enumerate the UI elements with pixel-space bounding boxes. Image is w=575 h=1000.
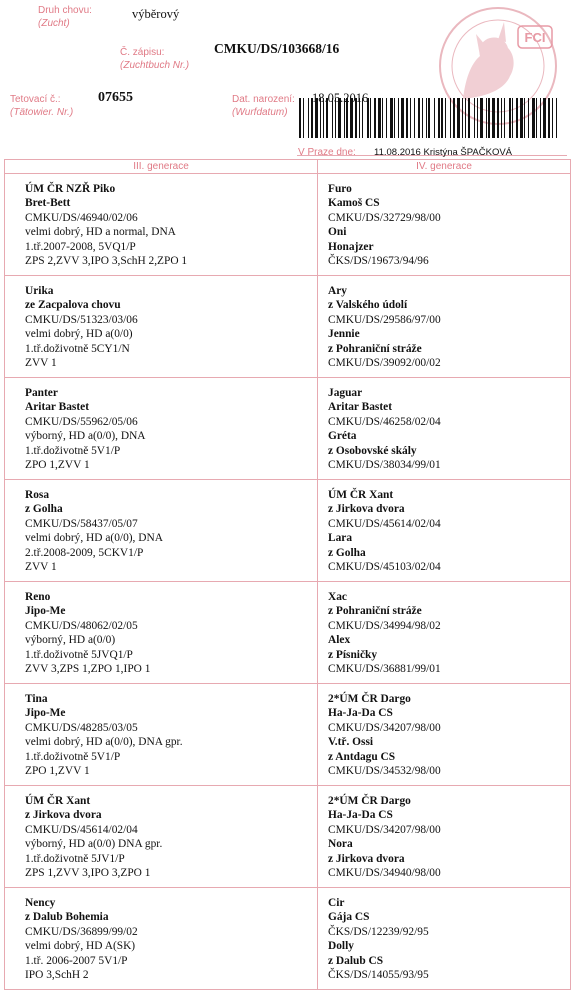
barcode-bar <box>532 98 535 138</box>
gen3-ancestor-line: velmi dobrý, HD a(0/0), DNA <box>25 532 163 545</box>
gen3-ancestor-line: 1.tř. 2006-2007 5V1/P <box>25 954 128 967</box>
gen4-ancestors-line: Lara <box>328 532 353 545</box>
gen3-ancestor-cell <box>5 888 318 990</box>
gen4-ancestors-line: 2*ÚM ČR Dargo <box>328 795 411 807</box>
birth-date-label: Dat. narození: (Wurfdatum) <box>232 94 295 118</box>
gen4-ancestors-line: CMKU/DS/39092/00/02 <box>328 357 441 370</box>
pedigree-row <box>5 786 571 888</box>
gen3-ancestor-line: 1.tř.doživotně 5JVQ1/P <box>25 648 133 661</box>
barcode-bar <box>394 98 395 138</box>
barcode-bar <box>468 98 470 138</box>
gen4-ancestors-line: z Valského údolí <box>328 299 408 312</box>
gen4-ancestors-line: Alex <box>328 634 351 647</box>
gen3-ancestor-line: Bret-Bett <box>25 197 71 210</box>
gen4-ancestors-line: Jennie <box>328 328 360 341</box>
place-date-label: V Praze dne: <box>298 147 356 158</box>
barcode-bar <box>398 98 399 138</box>
gen4-ancestors-line: Cir <box>328 897 345 909</box>
barcode-bar <box>320 98 321 138</box>
registration-number: CMKU/DS/103668/16 <box>214 41 340 56</box>
gen3-ancestor-line: Reno <box>25 591 51 603</box>
gen3-ancestor-line: velmi dobrý, HD a normal, DNA <box>25 226 176 239</box>
registration-label: Č. zápisu: (Zuchtbuch Nr.) <box>120 47 190 71</box>
pedigree-row <box>5 378 571 480</box>
gen4-ancestors-line: Jaguar <box>328 387 363 399</box>
barcode-bar <box>367 98 369 138</box>
gen4-ancestors-line: Aritar Bastet <box>328 401 392 414</box>
gen4-ancestors-line: ČKS/DS/19673/94/96 <box>328 255 429 268</box>
barcode-bar <box>492 98 495 138</box>
pedigree-row <box>5 480 571 582</box>
gen4-ancestors-cell <box>318 684 571 786</box>
gen4-ancestors-line: z Jirkova dvora <box>328 852 405 865</box>
gen3-ancestor-line: ÚM ČR Xant <box>25 795 91 807</box>
gen4-ancestors-line: Ary <box>328 285 347 297</box>
gen4-ancestors-cell <box>318 480 571 582</box>
gen3-ancestor-line: CMKU/DS/48285/03/05 <box>25 721 138 734</box>
gen4-ancestors-line: CMKU/DS/38034/99/01 <box>328 459 441 472</box>
gen3-ancestor-line: CMKU/DS/46940/02/06 <box>25 211 138 224</box>
gen3-ancestor-line: ZPO 1,ZVV 1 <box>25 765 90 778</box>
gen3-ancestor-line: Aritar Bastet <box>25 401 89 414</box>
barcode-bar <box>299 98 301 138</box>
gen4-ancestors-line: CMKU/DS/34994/98/02 <box>328 619 441 632</box>
gen4-ancestors-line: z Pohraniční stráže <box>328 605 422 618</box>
breed-label: Druh chovu: (Zucht) <box>38 5 92 29</box>
barcode-bar <box>438 98 440 138</box>
gen4-ancestors-line: ÚM ČR Xant <box>328 489 394 501</box>
gen4-ancestors-cell <box>318 582 571 684</box>
gen4-ancestors-line: Ha-Ja-Da CS <box>328 809 393 822</box>
pedigree-row <box>5 582 571 684</box>
tattoo-label: Tetovací č.: (Tätowier. Nr.) <box>10 94 74 118</box>
gen3-ancestor-line: ZPS 1,ZVV 3,IPO 3,ZPO 1 <box>25 867 151 880</box>
barcode-bar <box>344 98 345 138</box>
barcode-bar <box>386 98 387 138</box>
gen3-ancestor-line: z Jirkova dvora <box>25 809 102 822</box>
gen4-ancestors-line: Dolly <box>328 940 354 953</box>
gen4-ancestors-line: CMKU/DS/34207/98/00 <box>328 823 441 836</box>
barcode-bar <box>359 98 360 138</box>
gen3-ancestor-cell <box>5 786 318 888</box>
gen4-ancestors-line: CMKU/DS/36881/99/01 <box>328 663 441 676</box>
place-date-value: 11.08.2016 Kristýna ŠPAČKOVÁ <box>374 147 513 158</box>
gen3-ancestor-line: 1.tř.doživotně 5JV1/P <box>25 852 125 865</box>
barcode-bar <box>457 98 460 138</box>
barcode-bar <box>426 98 427 138</box>
pedigree-row <box>5 684 571 786</box>
gen3-ancestor-line: velmi dobrý, HD a(0/0), DNA gpr. <box>25 736 183 749</box>
barcode-bar <box>524 98 525 138</box>
gen4-ancestors-line: CMKU/DS/45614/02/04 <box>328 517 441 530</box>
barcode-bar <box>378 98 381 138</box>
barcode-bar <box>338 98 341 138</box>
gen3-ancestor-line: CMKU/DS/36899/99/02 <box>25 925 138 938</box>
gen3-ancestor-line: Tina <box>25 693 48 705</box>
barcode-bar <box>509 98 511 138</box>
gen3-ancestor-line: ZVV 3,ZPS 1,ZPO 1,IPO 1 <box>25 663 151 676</box>
gen3-ancestor-line: Urika <box>25 285 54 297</box>
gen3-ancestor-line: výborný, HD a(0/0) <box>25 634 116 647</box>
barcode-bar <box>414 98 415 138</box>
barcode-bar <box>303 98 304 138</box>
gen4-ancestors-line: Nora <box>328 838 353 851</box>
barcode-bar <box>428 98 430 138</box>
barcode-bar <box>497 98 499 138</box>
pedigree-row <box>5 276 571 378</box>
gen4-ancestors-line: CMKU/DS/32729/98/00 <box>328 211 441 224</box>
gen3-ancestor-line: 1.tř.2007-2008, 5VQ1/P <box>25 240 136 253</box>
barcode-bar <box>323 98 324 138</box>
barcode-bar <box>536 98 537 138</box>
gen3-ancestor-line: 1.tř.doživotně 5CY1/N <box>25 342 130 355</box>
gen4-ancestors-cell <box>318 378 571 480</box>
barcode-bar <box>370 98 371 138</box>
gen4-ancestors-cell <box>318 276 571 378</box>
gen4-ancestors-line: CMKU/DS/34940/98/00 <box>328 867 441 880</box>
gen4-ancestors-line: Ha-Ja-Da CS <box>328 707 393 720</box>
gen4-ancestors-cell <box>318 174 571 276</box>
tattoo-number: 07655 <box>98 90 133 105</box>
barcode-bar <box>441 98 443 138</box>
gen3-ancestor-line: z Dalub Bohemia <box>25 911 109 924</box>
gen3-ancestor-cell <box>5 684 318 786</box>
gen3-ancestor-line: CMKU/DS/45614/02/04 <box>25 823 138 836</box>
gen3-ancestor-line: Rosa <box>25 489 50 501</box>
gen3-ancestor-cell <box>5 582 318 684</box>
gen3-ancestor-line: 2.tř.2008-2009, 5CKV1/P <box>25 546 144 559</box>
gen3-ancestor-line: CMKU/DS/51323/03/06 <box>25 313 138 326</box>
gen3-ancestor-line: ze Zacpalova chovu <box>25 299 121 312</box>
barcode-bar <box>543 98 546 138</box>
barcode-bar <box>418 98 420 138</box>
barcode-bar <box>548 98 550 138</box>
pedigree-row <box>5 888 571 990</box>
barcode-bar <box>332 98 333 138</box>
barcode-bar <box>520 98 523 138</box>
barcode-bar <box>516 98 518 138</box>
barcode-bar <box>382 98 383 138</box>
gen3-ancestor-line: ZPS 2,ZVV 3,IPO 3,SchH 2,ZPO 1 <box>25 255 188 268</box>
gen4-ancestors-line: z Osobovské skály <box>328 444 417 457</box>
gen4-ancestors-line: z Písničky <box>328 648 378 661</box>
gen3-ancestor-line: CMKU/DS/55962/05/06 <box>25 415 138 428</box>
gen4-ancestors-line: Gája CS <box>328 911 370 924</box>
gen4-ancestors-line: z Dalub CS <box>328 954 384 967</box>
barcode-bar <box>462 98 463 138</box>
gen3-ancestor-cell <box>5 378 318 480</box>
pedigree-table <box>4 159 571 990</box>
generation-3-header: III. generace <box>5 160 318 174</box>
barcode-bar <box>512 98 513 138</box>
barcode-bar <box>308 98 309 138</box>
gen3-ancestor-line: Panter <box>25 387 58 399</box>
gen3-ancestor-line: ZVV 1 <box>25 357 57 370</box>
gen3-ancestor-cell <box>5 276 318 378</box>
gen4-ancestors-line: z Pohraniční stráže <box>328 342 422 355</box>
gen4-ancestors-line: z Jirkova dvora <box>328 503 405 516</box>
barcode-bar <box>406 98 408 138</box>
gen3-ancestor-line: ÚM ČR NZŘ Piko <box>25 183 116 195</box>
barcode-bar <box>335 98 336 138</box>
barcode-bar <box>488 98 490 138</box>
gen3-ancestor-line: výborný, HD a(0/0), DNA <box>25 430 146 443</box>
barcode-bar <box>501 98 502 138</box>
gen4-ancestors-line: CMKU/DS/46258/02/04 <box>328 415 441 428</box>
gen3-ancestor-line: 1.tř.doživotně 5V1/P <box>25 444 121 457</box>
barcode-bar <box>350 98 353 138</box>
gen4-ancestors-line: z Antdagu CS <box>328 750 396 763</box>
barcode-bar <box>445 98 446 138</box>
generation-4-header: IV. generace <box>318 160 571 174</box>
barcode-bar <box>552 98 553 138</box>
barcode-bar <box>422 98 423 138</box>
gen3-ancestor-line: z Golha <box>25 503 63 516</box>
barcode-bar <box>355 98 357 138</box>
gen3-ancestor-cell <box>5 174 318 276</box>
gen3-ancestor-line: Jipo-Me <box>25 605 66 618</box>
gen3-ancestor-line: IPO 3,SchH 2 <box>25 969 89 982</box>
barcode-bar <box>556 98 557 138</box>
gen3-ancestor-line: velmi dobrý, HD a(0/0) <box>25 328 133 341</box>
barcode-bar <box>390 98 393 138</box>
barcode-bar <box>410 98 411 138</box>
gen4-ancestors-line: V.tř. Ossi <box>328 736 374 749</box>
barcode-bar <box>450 98 451 138</box>
barcode-bar <box>540 98 541 138</box>
gen4-ancestors-line: Oni <box>328 226 347 239</box>
gen4-ancestors-line: Kamoš CS <box>328 197 380 210</box>
pedigree-row <box>5 174 571 276</box>
gen3-ancestor-line: ZVV 1 <box>25 561 57 574</box>
gen4-ancestors-line: Honajzer <box>328 240 374 253</box>
barcode-bar <box>401 98 404 138</box>
barcode-bar <box>453 98 455 138</box>
gen4-ancestors-line: CMKU/DS/34532/98/00 <box>328 765 441 778</box>
gen3-ancestor-line: Jipo-Me <box>25 707 66 720</box>
gen4-ancestors-line: Xac <box>328 591 347 603</box>
gen3-ancestor-line: CMKU/DS/58437/05/07 <box>25 517 138 530</box>
gen3-ancestor-line: ZPO 1,ZVV 1 <box>25 459 90 472</box>
gen4-ancestors-line: Gréta <box>328 430 357 443</box>
barcode-bar <box>434 98 435 138</box>
barcode-bar <box>346 98 348 138</box>
barcode-bar <box>362 98 363 138</box>
gen3-ancestor-cell <box>5 480 318 582</box>
gen4-ancestors-line: ČKS/DS/14055/93/95 <box>328 969 429 982</box>
gen4-ancestors-line: CMKU/DS/34207/98/00 <box>328 721 441 734</box>
gen4-ancestors-line: ČKS/DS/12239/92/95 <box>328 925 429 938</box>
barcode-bar <box>504 98 505 138</box>
gen3-ancestor-line: Nency <box>25 897 56 909</box>
barcode-bar <box>465 98 466 138</box>
svg-text:FCI: FCI <box>524 30 546 45</box>
barcode-bar <box>315 98 318 138</box>
gen4-ancestors-cell <box>318 786 571 888</box>
gen4-ancestors-cell <box>318 888 571 990</box>
gen4-ancestors-line: Furo <box>328 183 352 195</box>
breed-value: výběrový <box>132 7 180 21</box>
gen4-ancestors-line: z Golha <box>328 546 366 559</box>
barcode-bar <box>474 98 475 138</box>
gen3-ancestor-line: velmi dobrý, HD A(SK) <box>25 940 136 953</box>
barcode-bar <box>486 98 487 138</box>
barcode-bar <box>477 98 478 138</box>
barcode-bar <box>374 98 376 138</box>
gen3-ancestor-line: výborný, HD a(0/0) DNA gpr. <box>25 838 163 851</box>
gen3-ancestor-line: 1.tř.doživotně 5V1/P <box>25 750 121 763</box>
gen4-ancestors-line: CMKU/DS/29586/97/00 <box>328 313 441 326</box>
barcode-bar <box>528 98 529 138</box>
gen4-ancestors-line: 2*ÚM ČR Dargo <box>328 693 411 705</box>
barcode-bar <box>326 98 328 138</box>
barcode-bar <box>480 98 483 138</box>
barcode-bar <box>311 98 313 138</box>
gen3-ancestor-line: CMKU/DS/48062/02/05 <box>25 619 138 632</box>
gen4-ancestors-line: CMKU/DS/45103/02/04 <box>328 561 441 574</box>
barcode <box>297 96 561 140</box>
